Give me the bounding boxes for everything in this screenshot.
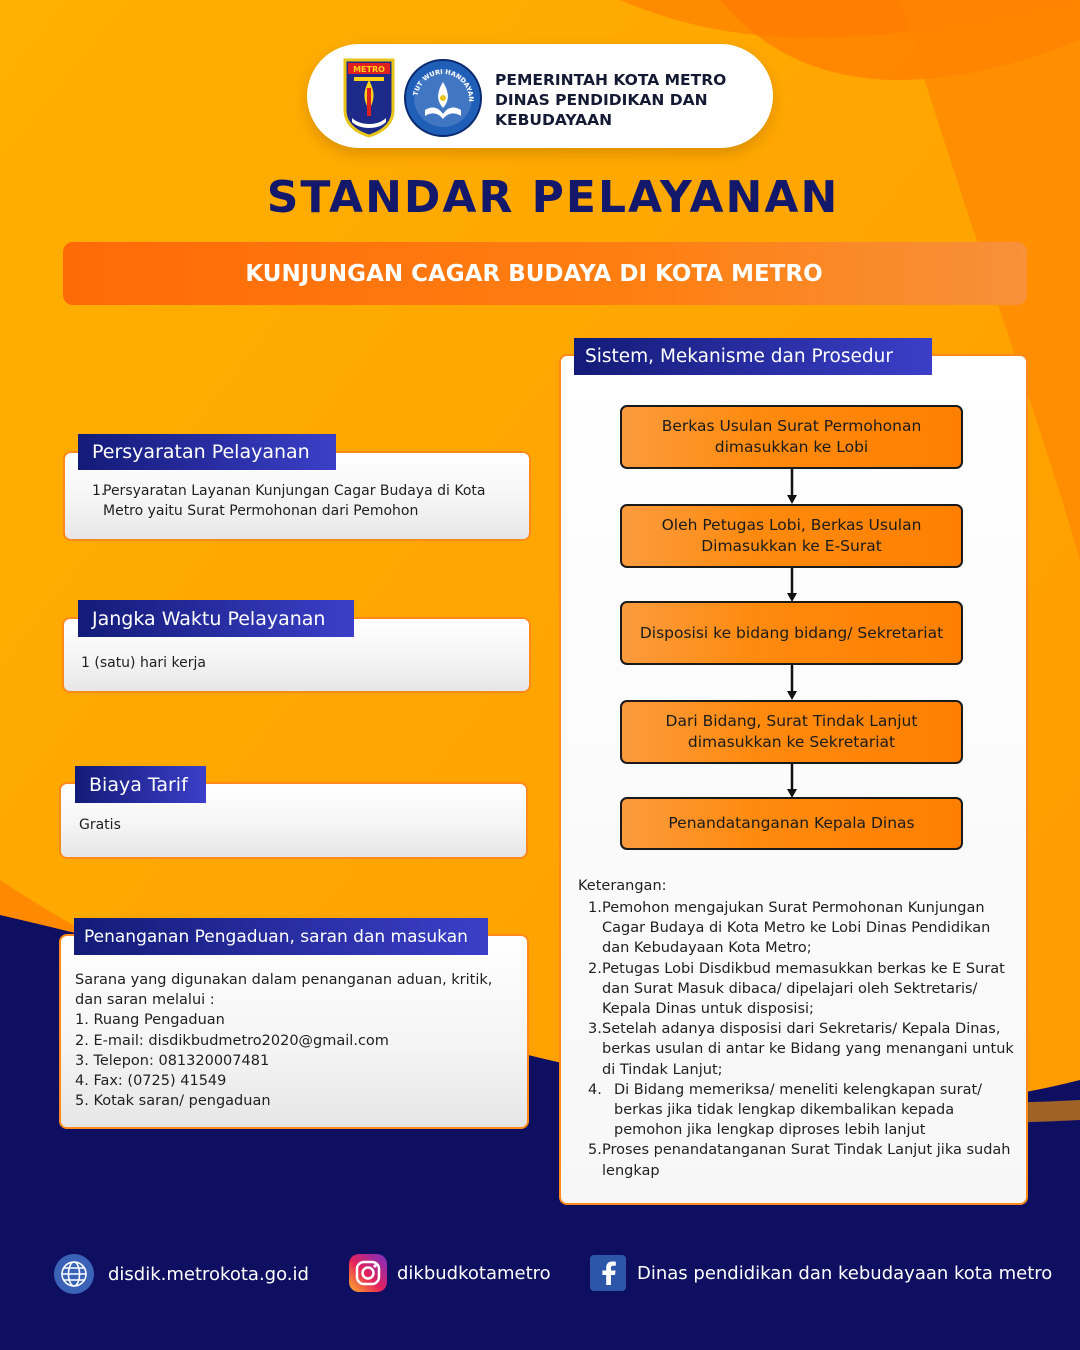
- pengaduan-item: 1. Ruang Pengaduan: [75, 1012, 225, 1029]
- tutwuri-logo-text: TUT WURI HANDAYAN: [411, 67, 476, 102]
- flow-step-1: Berkas Usulan Surat Permohonan dimasukkan ke Lobi: [620, 405, 963, 469]
- org-line-3: KEBUDAYAAN: [495, 111, 613, 129]
- footer-website[interactable]: [54, 1254, 309, 1294]
- keterangan-list: [588, 898, 1018, 1181]
- keterangan-title: Keterangan:: [578, 878, 667, 894]
- biaya-label: Biaya Tarif: [75, 766, 206, 803]
- keterangan-number: 3.: [588, 1021, 602, 1038]
- org-line-1: PEMERINTAH KOTA METRO: [495, 71, 727, 89]
- jangka-waktu-label: Jangka Waktu Pelayanan: [78, 600, 354, 637]
- instagram-icon: [349, 1254, 387, 1292]
- footer-instagram[interactable]: [349, 1254, 551, 1292]
- keterangan-number: 1.: [588, 900, 602, 916]
- keterangan-text: Proses penandatanganan Surat Tindak Lanjut jika sudah lengkap: [602, 1142, 1011, 1179]
- persyaratan-label: Persyaratan Pelayanan: [78, 434, 336, 470]
- jangka-waktu-text: 1 (satu) hari kerja: [81, 655, 206, 671]
- keterangan-number: 2.: [588, 960, 602, 977]
- flow-arrow-icon: [787, 764, 797, 799]
- keterangan-item: [588, 1140, 1018, 1180]
- metro-city-logo: [342, 58, 396, 138]
- tut-wuri-handayani-logo: [403, 58, 483, 138]
- flow-arrow-icon: [787, 469, 797, 505]
- facebook-name: Dinas pendidikan dan kebudayaan kota metro: [637, 1262, 1053, 1284]
- keterangan-item: [588, 898, 1018, 959]
- keterangan-item: [588, 1080, 1018, 1141]
- organization-name: [495, 70, 765, 130]
- keterangan-item: [588, 1019, 1018, 1080]
- pengaduan-item-email: 2. E-mail: disdikbudmetro2020@gmail.com: [75, 1032, 389, 1049]
- persyaratan-body: Persyaratan Layanan Kunjungan Cagar Budaya di Kota Metro yaitu Surat Permohonan dari Pemohon: [103, 483, 486, 519]
- pengaduan-item: 5. Kotak saran/ pengaduan: [75, 1093, 271, 1110]
- prosedur-label: Sistem, Mekanisme dan Prosedur: [574, 338, 932, 375]
- keterangan-item: [588, 959, 1018, 1020]
- pengaduan-label: Penanganan Pengaduan, saran dan masukan: [74, 918, 488, 955]
- website-text: disdik.metrokota.go.id: [108, 1263, 309, 1285]
- flow-step-5: Penandatanganan Kepala Dinas: [620, 797, 963, 850]
- flow-arrow-icon: [787, 568, 797, 603]
- globe-icon: [54, 1254, 94, 1294]
- keterangan-number: 5.: [588, 1142, 602, 1159]
- instagram-handle: dikbudkotametro: [397, 1262, 551, 1284]
- biaya-text: Gratis: [79, 817, 121, 833]
- keterangan-text: Setelah adanya disposisi dari Sekretaris/ Kepala Dinas, berkas usulan di antar ke Bidang yang menangani untuk di Tindak Lanjut;: [602, 1021, 1014, 1078]
- footer-facebook[interactable]: [590, 1255, 1052, 1291]
- pengaduan-text: [75, 970, 515, 1111]
- flow-step-2: Oleh Petugas Lobi, Berkas Usulan Dimasukkan ke E-Surat: [620, 504, 963, 568]
- persyaratan-number: 1.: [92, 483, 106, 499]
- keterangan-number: 4.: [588, 1081, 602, 1098]
- flow-step-4: Dari Bidang, Surat Tindak Lanjut dimasukkan ke Sekretariat: [620, 700, 963, 764]
- page-title: STANDAR PELAYANAN: [266, 172, 840, 223]
- flow-arrow-icon: [787, 665, 797, 701]
- org-line-2: DINAS PENDIDIKAN DAN: [495, 91, 708, 109]
- keterangan-text: Pemohon mengajukan Surat Permohonan Kunjungan Cagar Budaya di Kota Metro ke Lobi Dinas Pendidikan dan Kebudayaan Kota Metro;: [602, 900, 991, 957]
- keterangan-text: [602, 1080, 1018, 1141]
- pengaduan-intro: Sarana yang digunakan dalam penanganan aduan, kritik, dan saran melalui :: [75, 972, 493, 1009]
- subtitle-banner: [63, 242, 1027, 305]
- keterangan-text: Petugas Lobi Disdikbud memasukkan berkas ke E Surat dan Surat Masuk dibaca/ dipelajari oleh Sektretaris/ Kepala Dinas untuk disposisi;: [602, 960, 1005, 1018]
- pengaduan-item-telepon: 3. Telepon: 081320007481: [75, 1052, 270, 1069]
- keterangan-text-inner: Di Bidang memeriksa/ meneliti kelengkapan surat/ berkas jika tidak lengkap dikembalikan kepada pemohon jika lengkap diproses lebih lanjut: [614, 1081, 983, 1139]
- facebook-icon: [590, 1255, 626, 1291]
- pengaduan-item-fax: 4. Fax: (0725) 41549: [75, 1073, 227, 1090]
- metro-logo-text: METRO: [353, 65, 385, 74]
- persyaratan-text: [92, 481, 517, 521]
- subtitle-text: KUNJUNGAN CAGAR BUDAYA DI KOTA METRO: [245, 260, 823, 287]
- flow-step-3: Disposisi ke bidang bidang/ Sekretariat: [620, 601, 963, 665]
